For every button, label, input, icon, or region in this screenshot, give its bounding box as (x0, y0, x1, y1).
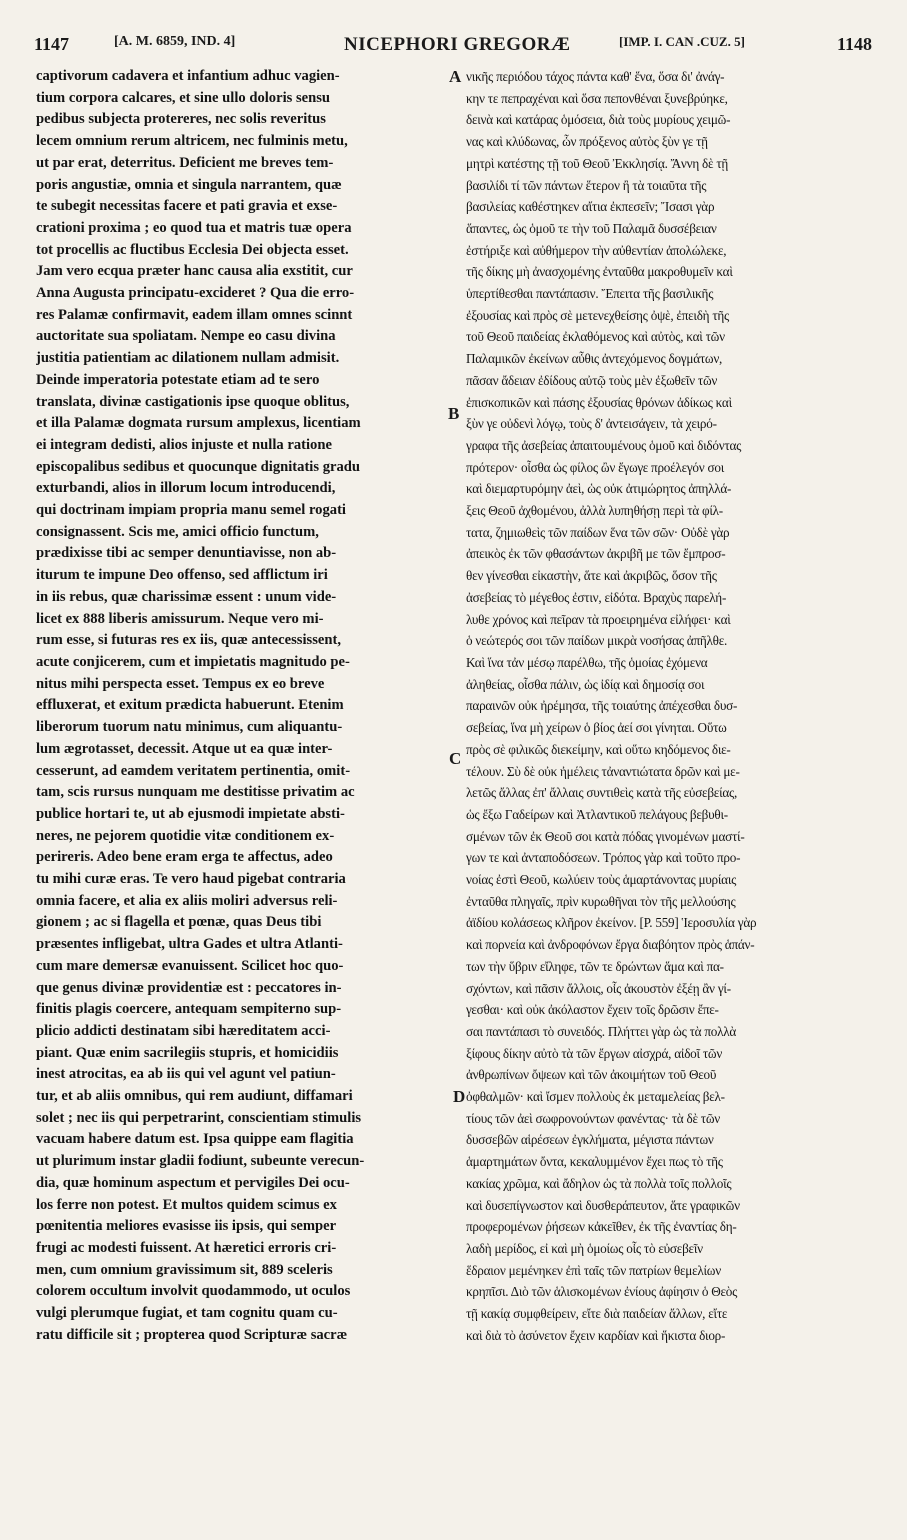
latin-text-line: crationi proxima ; eo quod tua et matris tuæ opera (36, 219, 352, 236)
latin-text-line: in iis rebus, quæ charissimæ essent : unum vide- (36, 588, 337, 605)
greek-text-line: ἐστήριξε καὶ αὐθήμερον τὴν αὐθεντίαν ἀπολώλεκε, (466, 242, 727, 258)
greek-text-line: καὶ πορνεία καὶ ἀνδροφόνων ἔργα διαβόητον πρὸς ἁπάν- (466, 937, 755, 953)
left-running-meta: [A. M. 6859, IND. 4] (114, 34, 236, 49)
latin-text-line: Deinde imperatoria potestate etiam ad te sero (36, 371, 320, 388)
greek-text-line: γεσθαι· καὶ οὐκ ἀκόλαστον ἔχειν τοῖς δρῶσιν ἔπε- (466, 1002, 719, 1018)
greek-text-line: λαδὴ μερίδος, εἰ καὶ μὴ ὁμοίως οἷς τὸ εὐσεβεῖν (466, 1240, 703, 1256)
greek-text-line: λυθε χρόνος καὶ πεῖραν τὰ προειρημένα εἰλήφει· καὶ (466, 611, 731, 627)
greek-text-line: δυσσεβῶν αἱρέσεων ἐγκλήματα, μέγιστα πάντων (466, 1132, 714, 1148)
latin-text-line: finitis plagis coercere, antequam sempiterno sup- (36, 1001, 342, 1018)
latin-text-line: iturum te impune Deo offenso, sed afflictum iri (36, 567, 328, 584)
latin-text-line: te subegit necessitas facere et pati gravia et exse- (36, 198, 338, 215)
greek-text-line: τέλουν. Σὺ δὲ οὐκ ἠμέλεις τἀναντιώτατα δρῶν καὶ με- (466, 763, 740, 779)
latin-column (36, 66, 446, 1506)
latin-text-line: Anna Augusta principatu-excideret ? Qua die erro- (36, 285, 355, 302)
latin-text-line: tur, et ab aliis omnibus, qui rem audiunt, diffamari (36, 1088, 353, 1105)
greek-text-line: δεινὰ καὶ κατάρας ὁμόσεια, διὰ τοὺς μυρίους χειμῶ- (466, 112, 731, 128)
greek-text-line: ἐξουσίας καὶ πρὸς σὲ μετενεχθείσης ὀψὲ, ἐπειδὴ τῆς (466, 307, 730, 323)
greek-text-line: κρηπῖσι. Διὸ τῶν ἁλισκομένων ἐνίους ἀφίησιν ὁ Θεὸς (466, 1284, 738, 1300)
greek-text-line: Καὶ ἵνα τἀν μέσῳ παρέλθω, τῆς ὁμοίας ἐχόμενα (466, 654, 708, 670)
latin-text-line: Jam vero ecqua præter hanc causa alia exstitit, cur (36, 263, 353, 280)
greek-text-line: ἁμαρτημάτων ὄντα, κεκαλυμμένον ἔχει πως τὸ τῆς (466, 1154, 723, 1170)
latin-text-line: neres, ne pejorem quotidie vitæ conditionem ex- (36, 827, 335, 844)
greek-column (466, 66, 876, 1506)
greek-text-line: ἀπεικὸς ἐκ τῶν φθασάντων ἀκριβῆ με τῶν ἔμπροσ- (466, 546, 726, 562)
greek-text-line: τατα, ζημιωθεὶς τῶν παίδων ἕνα τῶν σῶν· Οὐδὲ γὰρ (466, 524, 730, 540)
latin-text-line: poris angustiæ, omnia et singula narrantem, quæ (36, 176, 342, 193)
greek-text-line: πρὸς σὲ φιλικῶς διεκείμην, καὶ οὕτω κηδόμενος διε- (466, 741, 731, 757)
greek-text-line: θεν γίνεσθαι εἰκαστὴν, ἅτε καὶ ἀκριβῶς, ὅσον τῆς (466, 568, 717, 584)
greek-text-line: ἐνταῦθα πληγαῖς, πρὶν κυρωθῆναι τὸν τῆς μελλούσης (466, 893, 736, 909)
latin-text-line: publice hortari te, ut ab ejusmodi impietate absti- (36, 805, 345, 822)
latin-text-line: solet ; nec iis qui perpetrarint, conscientiam stimulis (36, 1109, 362, 1126)
latin-text-line: vulgi plerumque fugiat, et tam cognitu quam cu- (36, 1305, 338, 1322)
latin-text-line: perireris. Adeo bene eram erga te affectus, adeo (36, 849, 333, 866)
latin-text-line: inest atrocitas, ea ab iis qui vel agunt vel patiun- (36, 1066, 336, 1083)
column-divider (456, 66, 457, 1506)
latin-text-line: licet ex 888 liberis amissurum. Neque vero mi- (36, 610, 324, 627)
latin-text-line: consignassent. Scis me, amici officio functum, (36, 523, 319, 540)
greek-text-line: σεβείας, ἵνα μὴ χείρων ὁ βίος ἀεί σοι γίνηται. Οὕτω (466, 720, 727, 736)
greek-text-line: βασιλίδι τί τῶν πάντων ἕτερον ἢ τὰ τοιαῦτα τῆς (466, 177, 707, 193)
latin-text-line: cum mare demersæ evanuissent. Scilicet hoc quo- (36, 957, 344, 974)
greek-text-line: ἐπισκοπικῶν καὶ πάσης ἐξουσίας θρόνων ἀδίκως καὶ (466, 394, 732, 410)
greek-text-line: ἕδραιον μεμένηκεν ἐπὶ ταῖς τῶν πατρίων θεμελίων (466, 1262, 721, 1278)
greek-text-line: καὶ διὰ τὸ ἀσύνετον ἔχειν καρδίαν καὶ ἥκιστα διορ- (466, 1327, 726, 1343)
greek-text-line: βασιλείας καθέστηκεν αἴτια ἐκπεσεῖν; Ἴσασι γὰρ (466, 199, 715, 215)
latin-text-line: tot procellis ac fluctibus Ecclesia Dei objecta esset. (36, 241, 349, 258)
greek-text-line: τῇ κακίᾳ συμφθείρειν, εἴτε διὰ παιδείαν ἄλλων, εἴτε (466, 1306, 728, 1322)
latin-text-line: acute conjicerem, cum et impietatis magnitudo pe- (36, 653, 350, 670)
latin-text-line: res Palamæ confirmavit, eadem illam omnes scinnt (36, 306, 353, 323)
greek-text-line: προφερομένων ῥήσεων κἀκεῖθεν, ἐκ τῆς ἐναντίας δη- (466, 1219, 737, 1235)
greek-text-line: ἀσεβείας τὸ μέγεθος ἐστιν, εἰδότα. Βραχὺς παρελή- (466, 589, 727, 605)
greek-text-line: καὶ διεμαρτυρόμην ἀεὶ, ὡς οὐκ ἀτιμώρητος ἀπηλλά- (466, 481, 732, 497)
latin-text-line: liberorum tuorum natu minimus, cum aliquantu- (36, 719, 343, 736)
latin-text-line: præsentes infligebat, ultra Gades et ultra Atlanti- (36, 936, 343, 953)
latin-text-line: men, cum omnium gravissimum sit, 889 sceleris (36, 1261, 333, 1278)
latin-text-line: tu mihi curæ eras. Te vero haud pigebat contraria (36, 871, 346, 888)
latin-text-line: que genus divinæ providentiæ est : peccatores in- (36, 979, 342, 996)
latin-text-line: prædixisse tibi ac semper denuntiavisse, non ab- (36, 545, 337, 562)
section-marker-d: D (453, 1087, 466, 1106)
greek-text-line: σχόντων, καὶ πᾶσιν ἄλλοις, οἷς ἀκουστὸν ἐξέῃ ἂν γί- (466, 980, 731, 996)
latin-text-line: ut plurimum instar gladii fodiunt, subeunte verecun- (36, 1153, 365, 1170)
section-marker-b: B (448, 404, 460, 423)
latin-text-line: plicio addicti destinatam sibi hæreditatem acci- (36, 1022, 331, 1039)
latin-text-line: qui doctrinam impiam propria manu semel rogati (36, 502, 346, 519)
latin-text-line: ratu difficile sit ; propterea quod Scripturæ sacræ (36, 1326, 348, 1343)
greek-text-line: λετῶς ἄλλας ἐπ' ἄλλαις συντιθεὶς κατὰ τῆς εὐσεβείας, (466, 785, 738, 801)
running-title: NICEPHORI GREGORÆ (344, 34, 571, 55)
latin-text-line: piant. Quæ enim sacrilegiis stupris, et homicidiis (36, 1044, 339, 1061)
latin-text-line: gionem ; ac si flagella et pœnæ, quas Deus tibi (36, 914, 322, 931)
latin-text-line: et illa Palamæ dogmata rursum amplexus, licentiam (36, 415, 361, 432)
right-running-meta: [IMP. I. CAN .CUZ. 5] (619, 34, 745, 49)
greek-text-line: νικῆς περιόδου τάχος πάντα καθ' ἕνα, ὅσα δι' ἀνάγ- (466, 69, 725, 84)
latin-text-line: tam, scis rursus nunquam me destitisse privatim ac (36, 784, 355, 801)
section-marker-a: A (449, 67, 462, 86)
latin-text-line: omnia facere, et alia ex aliis moliri adversus reli- (36, 892, 338, 909)
greek-text-line: πρότερον· οἶσθα ὡς φίλος ὢν ἔγωγε προέλεγόν σοι (466, 459, 725, 475)
greek-text-line: ξὺν γε οὐδενὶ λόγῳ, τοὺς δ' ἀντεισάγειν, τὰ χειρό- (466, 416, 717, 432)
latin-text-line: justitia patientiam ac dilationem nullam admisit. (36, 350, 340, 367)
left-page-number: 1147 (34, 34, 70, 54)
latin-text-line: pœnitentia meliores evasisse iis ipsis, qui semper (36, 1218, 337, 1235)
greek-text-line: πᾶσαν ἄδειαν ἐδίδους αὐτῷ τοὺς μὲν ἐξωθεῖν τῶν (466, 372, 718, 388)
latin-text-line: los ferre non potest. Et multos quidem scimus ex (36, 1196, 337, 1213)
greek-text-line: ξεις Θεοῦ ἀχθομένου, ἀλλὰ λυπηθήσῃ περὶ τὰ φίλ- (466, 503, 723, 519)
greek-text-line: παραινῶν οὐκ ἠρέμησα, τῆς τοιαύτης ἀπέχεσθαι δυσ- (466, 698, 738, 714)
greek-text-line: ὀφθαλμῶν· καὶ ἴσμεν πολλοὺς ἐκ μεταμελείας βελ- (466, 1089, 725, 1105)
greek-text-line: γραφα τῆς ἀσεβείας ἀπαιτουμένους ὁμοῦ καὶ διδόντας (466, 437, 742, 453)
greek-text-line: τοῦ Θεοῦ παιδείας ἐκλαθόμενος καὶ αὐτὸς, καὶ τῶν (466, 329, 725, 345)
greek-text-line: γων τε καὶ ἀνταποδόσεων. Τρόπος γὰρ καὶ τοῦτο προ- (466, 850, 741, 866)
latin-text-line: ei integram dedisti, alios injuste et nulla ratione (36, 436, 332, 453)
latin-text-line: colorem occultum involvit quodammodo, ut oculos (36, 1283, 351, 1300)
greek-text-line: ἀληθείας, οἶσθα πάλιν, ὡς ἰδίᾳ καὶ δημοσίᾳ σοι (466, 676, 705, 692)
greek-text-line: καὶ δυσεπίγνωστον καὶ δυσθεράπευτον, ἅτε γραφικῶν (466, 1197, 740, 1213)
latin-text-line: dia, quæ hominum aspectum et pervigiles Dei ocu- (36, 1174, 350, 1191)
greek-text-line: ξίφους δίκην αὐτὸ τὰ τῶν ἔργων αἰσχρά, αἰδοῖ τῶν (466, 1045, 723, 1061)
greek-text-line: των τὴν ὕβριν εἴληφε, τῶν τε δρώντων ἅμα καὶ πα- (466, 958, 724, 974)
greek-text-line: ὡς ἔξω Γαδείρων καὶ Ἀτλαντικοῦ πελάγους βεβυθι- (466, 806, 728, 822)
latin-text-line: effluxerat, et exitum prædicta habuerunt. Etenim (36, 697, 344, 714)
latin-text-line: auctoritate sua spoliatam. Nempe eo casu divina (36, 328, 336, 345)
latin-text-line: lum ægrotasset, decessit. Atque ut ea quæ inter- (36, 740, 333, 757)
latin-text-line: captivorum cadavera et infantium adhuc vagien- (36, 68, 340, 84)
greek-text-line: ὑπερτίθεσθαι παντάπασιν. Ἔπειτα τῆς βασιλικῆς (466, 286, 714, 302)
latin-text-line: ut par erat, deterritus. Deficient me breves tem- (36, 154, 334, 171)
greek-text-line: σμένων τῶν ἐκ Θεοῦ σοι κατὰ πόδας γινομένων μαστί- (466, 828, 745, 844)
greek-text-line: τίους τῶν ἀεὶ σωφρονούντων φανέντας· τὰ δὲ τῶν (466, 1110, 720, 1126)
greek-text-line: σαι παντάπασι τὸ συνειδός. Πλήττει γὰρ ὡς τὰ πολλὰ (466, 1023, 737, 1039)
latin-text-line: translata, divinæ castigationis ipse quoque oblitus, (36, 393, 350, 410)
latin-text-line: lecem omnium rerum altricem, nec fulminis metu, (36, 133, 348, 150)
greek-text-line: Παλαμικῶν ἐκείνων αὖθις ἀντεχόμενος δογμάτων, (466, 351, 723, 367)
greek-text-line: τῆς δίκης μὴ ἀνασχομένης ἐνταῦθα μακροθυμεῖν καὶ (466, 264, 733, 280)
greek-text-line: μητρὶ κατέστης τῇ τοῦ Θεοῦ Ἐκκλησίᾳ. Ἄννη δὲ τῇ (466, 155, 729, 171)
latin-text-line: frugi ac modesti fuissent. At hæretici erroris cri- (36, 1239, 337, 1256)
latin-text-line: nitus mihi perspecta esset. Tempus ex eo breve (36, 675, 325, 692)
page-header (34, 34, 872, 62)
right-page-number: 1148 (836, 34, 872, 54)
section-marker-c: C (449, 749, 462, 768)
greek-text-line: ἀϊδίου κολάσεως κλῆρον ἐκείνον. [P. 559] Ἱεροσυλία γὰρ (466, 915, 757, 931)
greek-text-line: ἅπαντες, ὡς ὁμοῦ τε τὴν τοῦ Παλαμᾶ δυσσέβειαν (466, 220, 717, 236)
greek-text-line: ἀνθρωπίνων ὄψεων καὶ τῶν ἀκοιμήτων τοῦ Θεοῦ (466, 1067, 717, 1083)
latin-text-line: rum esse, si futuras res ex iis, quæ antecessissent, (36, 632, 341, 649)
latin-text-line: vacuam habere datum est. Ipsa quippe eam flagitia (36, 1131, 354, 1148)
greek-text-line: νας καὶ κλύδωνας, ὧν πρόξενος αὐτὸς ξὺν γε τῇ (466, 134, 708, 150)
greek-text-line: κακίας χρῶμα, καὶ ἄδηλον ὡς τὰ πολλὰ τοῖς πολλοῖς (466, 1175, 732, 1191)
greek-text-line: κην τε πεπραχέναι καὶ ὅσα πεπονθέναι ξυνεβρύηκε, (466, 90, 728, 106)
greek-text-line: ὁ νεώτερός σοι τῶν παίδων μικρὰ νοσήσας ἀπῆλθε. (466, 633, 728, 649)
latin-text-line: cesserunt, ad eamdem veritatem pertinentia, omit- (36, 762, 351, 779)
latin-text-line: pedibus subjecta protereres, nec solis reveritus (36, 111, 326, 128)
greek-text-line: νοίας ἐστὶ Θεοῦ, κωλύειν τοὺς ἁμαρτάνοντας μυρίαις (466, 872, 737, 888)
latin-text-line: tium corpora calcares, et sine ullo doloris sensu (36, 89, 331, 106)
latin-text-line: exturbandi, alios in illorum locum introducendi, (36, 480, 336, 497)
latin-text-line: episcopalibus sedibus et quocunque dignitatis gradu (36, 458, 360, 475)
